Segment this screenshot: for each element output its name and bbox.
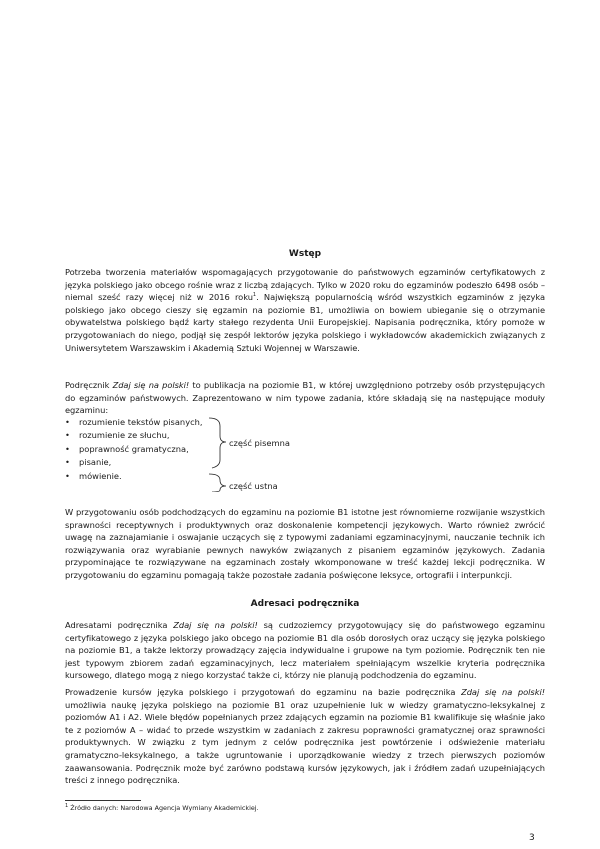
footnote: $^1$ Źródło danych: Narodowa Agencja Wymiany Akademickiej.: [65, 802, 259, 812]
list-item: • poprawność gramatyczna,: [65, 443, 365, 456]
wstep-paragraph-1: Potrzeba tworzenia materiałów wspomagających przygotowanie do państwowych egzaminów certyfikatowych z języka polskiego jako obcego rośnie wraz z liczbą zdających. Tylko w 2020 roku do egzaminów podeszło 6498 osób – niemal sześć razy więcej niż w 2016 roku$^1$. Największą popularnością wśród wszystkich egzaminów z języka polskiego jako obcego cieszy się egzamin na poziomie B1, umożliwia on bowiem ubieganie się o otrzymanie obywatelstwa polskiego bądź karty stałego rezydenta Unii Europejskiej. Napisania podręcznika, który pomoże w przygotowaniach do niego, podjął się zespół lektorów języka polskiego i wykładowców akademickich związanych z Uniwersytetem Warszawskim i Akademią Sztuki Wojennej w Warszawie.: [65, 267, 545, 353]
adresaci-paragraph-2: Prowadzenie kursów języka polskiego i przygotowań do egzaminu na bazie podręcznika Zdaj się na polski! umożliwia naukę języka polskiego na poziomie B1 oraz uzupełnienie luk w wiedzy gramatyczno-leksykalnej z poziomów A1 i A2. Wiele błędów popełnianych przez zdających egzamin na poziomie B1 kwalifikuje się właśnie jako te z poziomów A – widać to przede wszystkim w zadaniach z zakresu poprawności gramatycznej oraz sprawności produktywnych. W związku z tym jednym z celów podręcznika jest powtórzenie i odświeżenie materiału gramatyczno-leksykalnego, a także ugruntowanie i uporządkowanie wiedzy z trzech pierwszych poziomów zaawansowania. Podręcznik może być zarówno podstawą kursów językowych, jak i źródłem zadań uzupełniających treści z innego podręcznika.: [65, 687, 545, 786]
section-heading-adresaci: Adresaci podręcznika: [250, 599, 360, 609]
footnote-ref: 1: [252, 292, 257, 299]
list-item: • rozumienie tekstów pisanych,: [65, 416, 365, 429]
adresaci-paragraph-1: Adresatami podręcznika Zdaj się na polski! są cudzoziemcy przygotowujący się do państwowego egzaminu certyfikatowego z języka polskiego jako obcego na poziomie B1 dla osób dorosłych oraz uczący się języka polskiego na poziomie B1, a także lektorzy prowadzący zajęcia indywidualne i grupowe na tym poziomie. Podręcznik ten nie jest typowym zbiorem zadań egzaminacyjnych, lecz materiałem spełniającym wszelkie kryteria podręcznika kursowego, dlatego mogą z niego korzystać także ci, którzy nie planują podchodzenia do egzaminu.: [65, 620, 545, 681]
list-item: • mówienie.: [65, 470, 365, 483]
wstep-paragraph-3: W przygotowaniu osób podchodzących do egzaminu na poziomie B1 istotne jest równomierne rozwijanie wszystkich sprawności receptywnych i produktywnych oraz doskonalenie kompetencji językowych. Warto również zwrócić uwagę na zaznajamianie i oswajanie uczących się z typowymi zadaniami egzaminacyjnymi, nauczanie technik ich rozwiązywania oraz wyrabianie pewnych nawyków związanych z pisaniem egzaminów językowych. Zadania przypominające te rozwiązywane na egzaminach zostały wkomponowane w treść każdej lekcji podręcznika. W przygotowaniu do egzaminu pomagają także pozostałe zadania poświęcone leksyce, ortografii i interpunkcji.: [65, 507, 545, 580]
wstep-paragraph-2: Podręcznik Zdaj się na polski! to publikacja na poziomie B1, w której uwzględniono potrzeby osób przystępujących do egzaminów państwowych. Zaprezentowano w nim typowe zadania, które składają się na następujące moduły egzaminu:: [65, 380, 545, 416]
book-title: Zdaj się na polski!: [173, 620, 258, 630]
book-title: Zdaj się na polski!: [112, 380, 190, 390]
group-label-written: część pisemna: [229, 438, 290, 448]
list-item: • pisanie,: [65, 456, 365, 469]
footnote-divider: [65, 800, 141, 801]
book-title: Zdaj się na polski!: [461, 687, 545, 697]
page-number: 3: [529, 833, 535, 843]
section-heading-wstep: Wstęp: [288, 249, 322, 259]
group-label-oral: część ustna: [229, 481, 278, 491]
list-item: • rozumienie ze słuchu,: [65, 429, 365, 442]
